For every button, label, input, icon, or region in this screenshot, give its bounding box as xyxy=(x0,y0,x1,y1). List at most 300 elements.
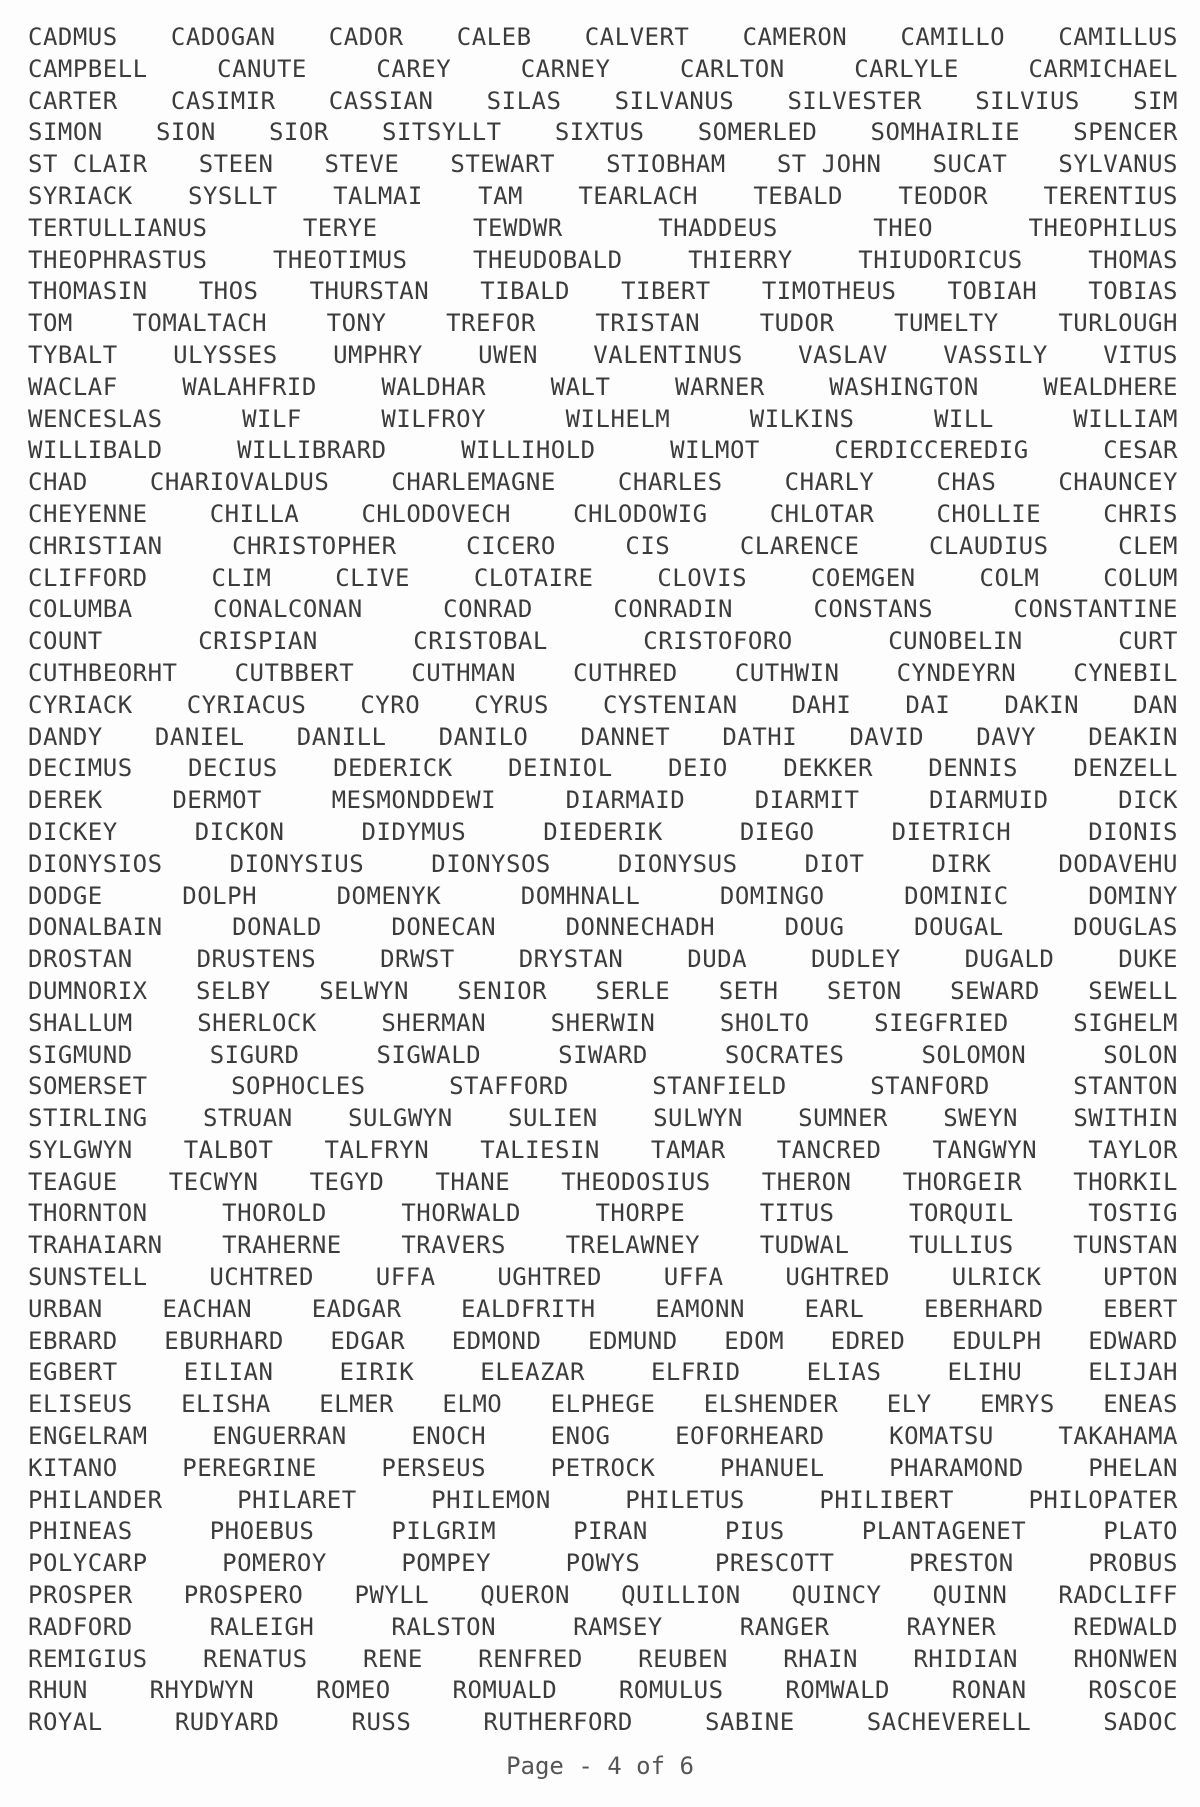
name-word: RUTHERFORD xyxy=(483,1708,633,1737)
name-word: CHEYENNE xyxy=(28,499,148,528)
name-line xyxy=(28,1040,1178,1072)
name-word: DIEGO xyxy=(739,817,815,846)
name-word: TUDOR xyxy=(759,309,835,338)
name-word: SILAS xyxy=(486,86,562,115)
name-line xyxy=(28,404,1178,436)
name-word: CUTHRED xyxy=(573,658,678,687)
name-word: EDWARD xyxy=(1088,1326,1178,1355)
name-word: SIEGFRIED xyxy=(874,1008,1009,1037)
name-word: DENNIS xyxy=(928,754,1018,783)
name-word: EACHAN xyxy=(162,1294,253,1323)
name-word: PHILANDER xyxy=(28,1485,163,1514)
name-line xyxy=(28,22,1178,54)
name-word: DONALD xyxy=(232,913,322,942)
name-word: DEREK xyxy=(28,786,103,815)
name-word: COLM xyxy=(979,563,1040,592)
name-word: CARLYLE xyxy=(854,54,959,83)
name-word: ULRICK xyxy=(951,1263,1042,1292)
name-word: CHRIS xyxy=(1103,499,1178,528)
name-line xyxy=(28,1644,1178,1676)
name-word: THEOPHILUS xyxy=(1028,213,1178,242)
name-word: DICKON xyxy=(194,817,285,846)
name-word: DICK xyxy=(1118,786,1178,815)
name-word: PWYLL xyxy=(354,1581,430,1610)
name-word: CYRUS xyxy=(474,690,549,719)
name-line xyxy=(28,912,1178,944)
name-word: EGBERT xyxy=(28,1358,118,1387)
name-word: SULIEN xyxy=(508,1104,598,1133)
name-word: CALEB xyxy=(456,23,532,51)
name-word: STIRLING xyxy=(28,1104,148,1133)
name-line xyxy=(28,181,1178,213)
name-word: RHIDIAN xyxy=(913,1644,1018,1673)
name-word: SIWARD xyxy=(558,1040,648,1069)
name-word: DRUSTENS xyxy=(196,945,317,974)
name-word: DERMOT xyxy=(172,786,263,815)
name-word: TOBIAH xyxy=(947,277,1038,306)
name-word: CONSTANS xyxy=(813,595,934,624)
name-word: DOMINGO xyxy=(719,881,825,910)
name-word: TRELAWNEY xyxy=(565,1231,701,1260)
name-word: SULGWYN xyxy=(348,1104,453,1133)
name-word: DONNECHADH xyxy=(565,913,716,942)
name-word: DEAKIN xyxy=(1088,722,1178,751)
name-word: CARLTON xyxy=(680,54,785,83)
name-line xyxy=(28,976,1178,1008)
name-line xyxy=(28,944,1178,976)
name-word: CHOLLIE xyxy=(936,499,1042,528)
name-line xyxy=(28,1262,1178,1294)
name-word: QUILLION xyxy=(621,1581,741,1610)
name-word: TIMOTHEUS xyxy=(761,277,897,306)
name-word: RHUN xyxy=(28,1676,88,1705)
name-word: PHILARET xyxy=(237,1485,357,1514)
name-word: STANTON xyxy=(1073,1072,1178,1101)
name-word: DUMNORIX xyxy=(28,976,148,1005)
name-word: DIARMAID xyxy=(565,786,686,815)
name-word: THOROLD xyxy=(222,1199,327,1228)
name-word: TALBOT xyxy=(183,1135,274,1164)
name-line xyxy=(28,245,1178,277)
name-line xyxy=(28,54,1178,86)
name-line xyxy=(28,690,1178,722)
name-word: TUDWAL xyxy=(759,1231,850,1260)
name-word: TAKAHAMA xyxy=(1058,1422,1178,1451)
name-word: DAI xyxy=(905,690,951,719)
name-word: TRAHERNE xyxy=(222,1231,342,1260)
name-word: SIGHELM xyxy=(1073,1008,1178,1037)
name-word: RADFORD xyxy=(28,1612,133,1641)
name-word: CRISTOBAL xyxy=(413,627,548,656)
name-line xyxy=(28,308,1178,340)
name-line xyxy=(28,817,1178,849)
name-word: SHERMAN xyxy=(381,1008,487,1037)
name-word: EAMONN xyxy=(655,1294,745,1323)
name-word: SWITHIN xyxy=(1073,1104,1178,1133)
name-word: SUNSTELL xyxy=(28,1263,148,1292)
name-word: CYNDEYRN xyxy=(896,658,1017,687)
name-word: CHAUNCEY xyxy=(1058,468,1178,497)
name-word: ROMEO xyxy=(315,1676,391,1705)
name-word: PERSEUS xyxy=(381,1453,487,1482)
name-word: CERDICCEREDIG xyxy=(834,436,1029,465)
name-word: PROSPERO xyxy=(183,1581,304,1610)
name-word: RENE xyxy=(362,1644,423,1673)
name-word: SELBY xyxy=(196,976,271,1005)
name-word: UMPHRY xyxy=(333,340,423,369)
name-word: DIOT xyxy=(804,849,865,878)
name-word: DEIO xyxy=(668,754,728,783)
name-word: UPTON xyxy=(1103,1263,1178,1292)
name-word: EILIAN xyxy=(183,1358,274,1387)
name-word: PROSPER xyxy=(28,1581,133,1610)
name-word: SIMON xyxy=(28,118,103,147)
name-word: SIGURD xyxy=(209,1040,300,1069)
name-line xyxy=(28,1516,1178,1548)
name-line xyxy=(28,467,1178,499)
name-word: SULWYN xyxy=(653,1104,743,1133)
name-word: CADOR xyxy=(328,23,404,51)
name-word: DIONYSUS xyxy=(617,849,738,878)
name-word: SETH xyxy=(718,976,779,1005)
name-word: CHLOTAR xyxy=(769,499,875,528)
name-line xyxy=(28,1421,1178,1453)
name-word: URBAN xyxy=(28,1294,103,1323)
name-line xyxy=(28,1612,1178,1644)
name-word: EADGAR xyxy=(311,1294,402,1323)
name-word: WILLIHOLD xyxy=(461,436,596,465)
name-word: VASLAV xyxy=(798,340,888,369)
name-word: ELMER xyxy=(319,1390,394,1419)
name-word: DOUGAL xyxy=(914,913,1004,942)
name-word: COEMGEN xyxy=(810,563,916,592)
name-word: EOFORHEARD xyxy=(675,1422,825,1451)
name-word: THORKIL xyxy=(1073,1167,1178,1196)
name-word: CLARENCE xyxy=(739,531,860,560)
name-word: SITSYLLT xyxy=(382,118,502,147)
name-word: DOLPH xyxy=(182,881,258,910)
name-word: DECIMUS xyxy=(28,754,133,783)
name-word: ELSHENDER xyxy=(703,1390,839,1419)
name-word: UGHTRED xyxy=(497,1263,602,1292)
name-word: SHERLOCK xyxy=(197,1008,317,1037)
name-word: CALVERT xyxy=(584,23,690,51)
name-word: CHLODOWIG xyxy=(573,499,708,528)
name-word: VALENTINUS xyxy=(593,340,743,369)
name-word: ENGUERRAN xyxy=(212,1422,347,1451)
name-word: CESAR xyxy=(1103,436,1178,465)
name-word: SYRIACK xyxy=(28,181,133,210)
name-word: ST JOHN xyxy=(776,150,882,179)
name-word: ELISEUS xyxy=(28,1390,133,1419)
name-word: TALFRYN xyxy=(324,1135,430,1164)
name-word: SOLOMON xyxy=(921,1040,1027,1069)
name-word: CONRADIN xyxy=(613,595,733,624)
name-word: SYSLLT xyxy=(188,181,278,210)
name-word: DAN xyxy=(1133,690,1178,719)
name-word: COLUM xyxy=(1103,563,1178,592)
name-word: TRISTAN xyxy=(595,309,701,338)
name-word: TUMELTY xyxy=(894,309,999,338)
page-number-footer: Page - 4 of 6 xyxy=(506,1752,694,1780)
name-word: CHILLA xyxy=(209,499,300,528)
name-word: SION xyxy=(155,118,216,147)
name-word: WASHINGTON xyxy=(829,372,979,401)
name-word: TERTULLIANUS xyxy=(28,213,208,242)
name-word: PHOEBUS xyxy=(209,1517,315,1546)
name-word: SOMHAIRLIE xyxy=(870,118,1021,147)
name-word: SOCRATES xyxy=(724,1040,845,1069)
name-word: DIONIS xyxy=(1088,817,1178,846)
name-word: ROMUALD xyxy=(452,1676,558,1705)
name-line xyxy=(28,722,1178,754)
name-word: EDOM xyxy=(724,1326,785,1355)
name-word: STANFORD xyxy=(870,1072,990,1101)
name-word: DUKE xyxy=(1118,945,1178,974)
name-word: THURSTAN xyxy=(309,277,430,306)
name-word: POWYS xyxy=(565,1549,641,1578)
name-line xyxy=(28,1675,1178,1707)
name-word: SYLGWYN xyxy=(28,1135,133,1164)
name-word: DIEDERIK xyxy=(543,817,663,846)
name-word: CADMUS xyxy=(28,23,118,51)
name-word: THOMASIN xyxy=(28,277,148,306)
name-line xyxy=(28,499,1178,531)
name-word: DODAVEHU xyxy=(1058,849,1178,878)
name-word: THEUDOBALD xyxy=(473,245,623,274)
name-word: SWEYN xyxy=(943,1104,1018,1133)
name-word: SHOLTO xyxy=(719,1008,810,1037)
name-word: THORNTON xyxy=(28,1199,148,1228)
name-word: CLAUDIUS xyxy=(928,531,1049,560)
name-word: WILF xyxy=(242,404,302,433)
name-word: WARNER xyxy=(675,372,765,401)
name-word: CYRIACUS xyxy=(186,690,307,719)
name-word: REDWALD xyxy=(1073,1612,1178,1641)
name-word: DOUG xyxy=(784,913,845,942)
name-word: EDRED xyxy=(830,1326,906,1355)
name-word: PLATO xyxy=(1103,1517,1178,1546)
name-word: TAYLOR xyxy=(1088,1135,1178,1164)
name-word: CIS xyxy=(625,531,671,560)
name-line xyxy=(28,1326,1178,1358)
name-word: TITUS xyxy=(759,1199,835,1228)
name-word: WILLIBALD xyxy=(28,436,163,465)
name-word: POMEROY xyxy=(222,1549,327,1578)
name-word: SOPHOCLES xyxy=(231,1072,366,1101)
name-word: TRAHAIARN xyxy=(28,1231,163,1260)
name-word: THIUDORICUS xyxy=(858,245,1023,274)
name-word: EARL xyxy=(804,1294,865,1323)
name-word: CHARLES xyxy=(617,468,723,497)
name-word: SYLVANUS xyxy=(1058,150,1178,179)
name-line xyxy=(28,1485,1178,1517)
name-word: CHRISTIAN xyxy=(28,531,163,560)
name-word: ROMULUS xyxy=(618,1676,724,1705)
name-word: ROMWALD xyxy=(785,1676,890,1705)
name-word: DIONYSIUS xyxy=(229,849,365,878)
name-word: CANUTE xyxy=(217,54,307,83)
name-line xyxy=(28,1357,1178,1389)
name-word: CHAD xyxy=(28,468,88,497)
name-word: SOLON xyxy=(1103,1040,1178,1069)
name-word: THOS xyxy=(198,277,259,306)
name-word: CUTHMAN xyxy=(411,658,516,687)
name-word: CICERO xyxy=(466,531,556,560)
name-word: CHARLY xyxy=(784,468,875,497)
name-word: MESMONDDEWI xyxy=(331,786,497,815)
name-word: SIM xyxy=(1133,86,1178,115)
name-word: ST CLAIR xyxy=(28,150,148,179)
name-line xyxy=(28,881,1178,913)
name-word: SIXTUS xyxy=(554,118,645,147)
name-word: CYNEBIL xyxy=(1073,658,1178,687)
name-word: TIBALD xyxy=(480,277,570,306)
name-word: DANILO xyxy=(438,722,529,751)
name-word: CONRAD xyxy=(443,595,533,624)
name-word: RUSS xyxy=(351,1708,412,1737)
name-word: DRYSTAN xyxy=(518,945,624,974)
name-word: CASIMIR xyxy=(170,86,276,115)
name-word: DIONYSOS xyxy=(431,849,551,878)
name-word: THIERRY xyxy=(688,245,793,274)
name-word: RALEIGH xyxy=(209,1612,315,1641)
name-word: TEODOR xyxy=(898,181,989,210)
name-word: DUGALD xyxy=(964,945,1055,974)
name-line xyxy=(28,594,1178,626)
name-word: SADOC xyxy=(1103,1708,1178,1737)
name-word: RUDYARD xyxy=(174,1708,280,1737)
name-word: CAMILLUS xyxy=(1058,23,1178,51)
name-line xyxy=(28,563,1178,595)
name-word: SOMERLED xyxy=(697,118,818,147)
name-word: CLIM xyxy=(211,563,272,592)
name-word: DUDLEY xyxy=(810,945,901,974)
name-word: ELMO xyxy=(442,1390,503,1419)
name-word: WILLIBRARD xyxy=(237,436,387,465)
name-word: CHAS xyxy=(936,468,997,497)
name-word: EDMOND xyxy=(451,1326,542,1355)
name-word: TEWDWR xyxy=(473,213,563,242)
name-word: PHILOPATER xyxy=(1028,1485,1178,1514)
name-word: DUDA xyxy=(687,945,748,974)
name-word: ELY xyxy=(886,1390,932,1419)
name-word: CHARIOVALDUS xyxy=(149,468,330,497)
name-word: TURLOUGH xyxy=(1058,309,1178,338)
name-word: CUTHWIN xyxy=(734,658,840,687)
name-word: TEAGUE xyxy=(28,1167,118,1196)
name-line xyxy=(28,276,1178,308)
name-word: THERON xyxy=(761,1167,852,1196)
name-word: DANIEL xyxy=(154,722,245,751)
name-word: TERENTIUS xyxy=(1043,181,1178,210)
name-word: EALDFRITH xyxy=(461,1294,596,1323)
name-word: STEEN xyxy=(198,150,274,179)
name-line xyxy=(28,1294,1178,1326)
name-word: QUINN xyxy=(932,1581,1008,1610)
name-word: CASSIAN xyxy=(328,86,434,115)
name-word: SPENCER xyxy=(1073,118,1178,147)
name-word: THORPE xyxy=(595,1199,686,1228)
name-word: DONECAN xyxy=(391,913,497,942)
name-line xyxy=(28,531,1178,563)
name-word: WALAHFRID xyxy=(182,372,317,401)
name-word: TALIESIN xyxy=(480,1135,600,1164)
name-word: CUTHBEORHT xyxy=(28,658,178,687)
name-word: ENEAS xyxy=(1103,1390,1178,1419)
name-word: COLUMBA xyxy=(28,595,133,624)
name-word: TYBALT xyxy=(28,340,118,369)
name-word: CONSTANTINE xyxy=(1013,595,1178,624)
name-word: ELFRID xyxy=(650,1358,741,1387)
name-word: TONY xyxy=(326,309,387,338)
name-word: THEO xyxy=(873,213,934,242)
name-word: PETROCK xyxy=(550,1453,656,1482)
name-word: DAVID xyxy=(849,722,925,751)
name-word: SENIOR xyxy=(457,976,548,1005)
name-word: STIOBHAM xyxy=(606,150,726,179)
name-line xyxy=(28,753,1178,785)
name-word: CRISPIAN xyxy=(198,627,318,656)
name-word: EDMUND xyxy=(588,1326,678,1355)
name-word: VASSILY xyxy=(943,340,1048,369)
name-word: DOMINIC xyxy=(904,881,1009,910)
name-word: KITANO xyxy=(28,1453,118,1482)
name-line xyxy=(28,785,1178,817)
name-word: WENCESLAS xyxy=(28,404,163,433)
name-word: CYRO xyxy=(360,690,421,719)
name-word: STEWART xyxy=(450,150,556,179)
name-word: EBRARD xyxy=(28,1326,118,1355)
name-word: ELPHEGE xyxy=(550,1390,656,1419)
name-word: RHONWEN xyxy=(1073,1644,1178,1673)
name-word: DAHI xyxy=(791,690,852,719)
name-word: CURT xyxy=(1118,627,1178,656)
name-word: UGHTRED xyxy=(785,1263,890,1292)
name-word: ELISHA xyxy=(181,1390,271,1419)
name-word: EMRYS xyxy=(980,1390,1055,1419)
name-word: PHELAN xyxy=(1088,1453,1178,1482)
name-word: SOMERSET xyxy=(28,1072,148,1101)
name-word: ELIHU xyxy=(947,1358,1023,1387)
name-word: POMPEY xyxy=(401,1549,492,1578)
name-word: SABINE xyxy=(704,1708,795,1737)
name-word: CARMICHAEL xyxy=(1028,54,1178,83)
name-word: EDGAR xyxy=(330,1326,406,1355)
name-word: CUNOBELIN xyxy=(888,627,1023,656)
name-line xyxy=(28,1453,1178,1485)
name-word: PHINEAS xyxy=(28,1517,133,1546)
name-word: ELIAS xyxy=(806,1358,882,1387)
name-word: UFFA xyxy=(375,1263,436,1292)
name-word: PROBUS xyxy=(1088,1549,1178,1578)
name-word: DIONYSIOS xyxy=(28,849,163,878)
name-word: CYSTENIAN xyxy=(602,690,738,719)
name-word: DOMINY xyxy=(1088,881,1178,910)
name-word: REMIGIUS xyxy=(28,1644,148,1673)
name-list xyxy=(28,22,1178,1739)
name-word: RHYDWYN xyxy=(149,1676,255,1705)
name-word: DIDYMUS xyxy=(361,817,467,846)
name-word: SIGMUND xyxy=(28,1040,133,1069)
name-word: DANNET xyxy=(580,722,671,751)
name-word: ROSCOE xyxy=(1088,1676,1178,1705)
name-word: WILFROY xyxy=(381,404,487,433)
name-word: POLYCARP xyxy=(28,1549,148,1578)
name-word: DEDERICK xyxy=(333,754,453,783)
name-word: KOMATSU xyxy=(889,1422,994,1451)
name-word: CARNEY xyxy=(520,54,611,83)
